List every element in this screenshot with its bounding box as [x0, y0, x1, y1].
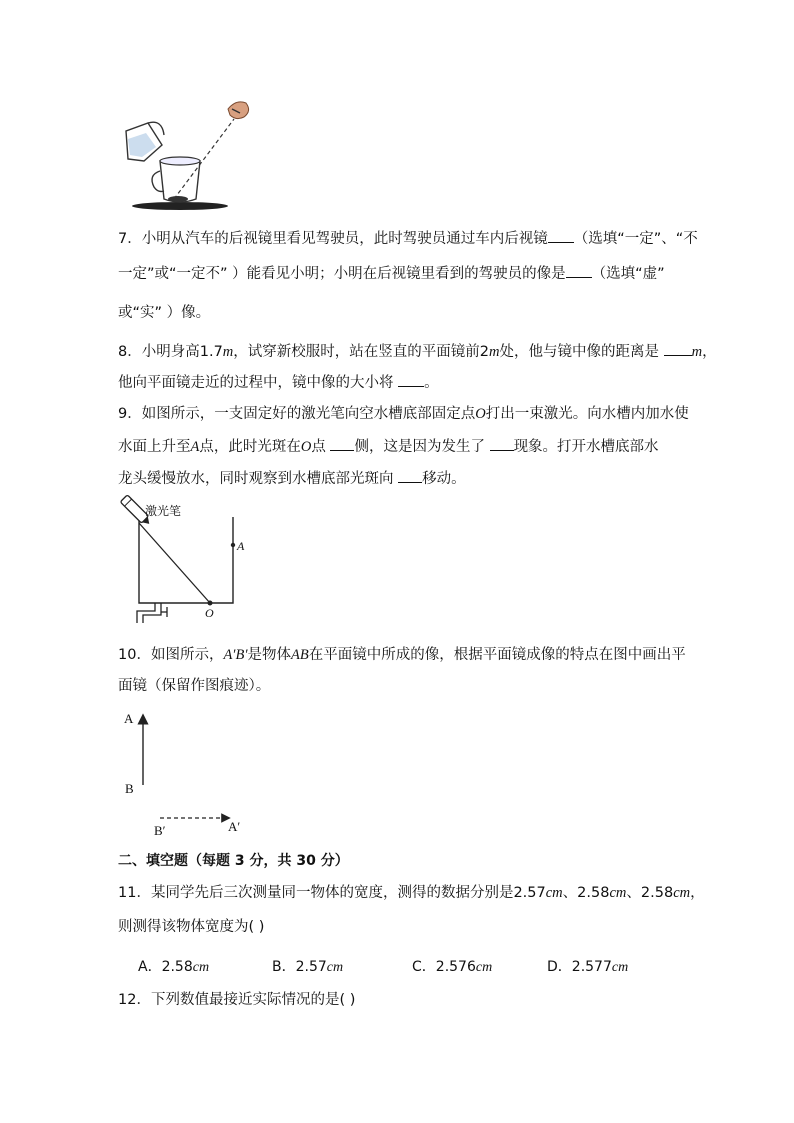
mirror-figure — [118, 705, 258, 840]
q9-line-1: 9．如图所示，一支固定好的激光笔向空水槽底部固定点O打出一束激光。向水槽内加水使 — [118, 406, 689, 422]
tank-wall — [139, 517, 233, 603]
q11-line-1: 11．某同学先后三次测量同一物体的宽度，测得的数据分别是2.57cm、2.58cm、2.58cm， — [118, 885, 705, 901]
label-b-prime: B′ — [154, 823, 166, 838]
q8-line-1: 8．小明身高1.7m，试穿新校服时，站在竖直的平面镜前2m处，他与镜中像的距离是 m， — [118, 341, 717, 362]
label-a-prime: A′ — [228, 819, 241, 834]
q9-line-2: 水面上升至A点，此时光斑在O点 侧，这是因为发生了 现象。打开水槽底部水 — [118, 436, 659, 457]
q11-option-b[interactable]: B．2.57cm — [272, 959, 344, 975]
label-a: A — [124, 711, 134, 726]
q8-line-2: 他向平面镜走近的过程中，镜中像的大小将 。 — [118, 372, 439, 393]
point-a-label: A — [237, 539, 245, 553]
point-o — [208, 601, 213, 606]
q9-blank-2[interactable] — [490, 436, 514, 451]
q7-line-3: 或“实” ）像。 — [118, 305, 211, 321]
label-b: B — [125, 781, 134, 796]
cup-figure — [118, 95, 258, 215]
laser-beam — [139, 523, 210, 603]
q7-line-2: 一定”或“一定不” ）能看见小明；小明在后视镜里看到的驾驶员的像是 （选填“虚” — [118, 263, 665, 284]
q11-option-d[interactable]: D．2.577cm — [547, 959, 629, 975]
saucer — [132, 202, 228, 210]
q9-blank-1[interactable] — [330, 436, 354, 451]
laser-tank-figure — [115, 495, 255, 625]
laser-pen-label: 激光笔 — [145, 504, 182, 518]
q7-blank-2[interactable] — [566, 263, 592, 278]
q7-blank-1[interactable] — [548, 228, 574, 243]
q11-option-a[interactable]: A．2.58cm — [138, 959, 210, 975]
point-o-label: O — [205, 606, 214, 620]
q11-option-c[interactable]: C．2.576cm — [412, 959, 493, 975]
section-2-title: 二、填空题（每题 3 分，共 30 分） — [118, 853, 349, 869]
cup — [160, 161, 200, 202]
q7-line-1: 7．小明从汽车的后视镜里看见驾驶员，此时驾驶员通过车内后视镜 （选填“一定”、“不 — [118, 228, 698, 249]
q11-line-2: 则测得该物体宽度为( ) — [118, 919, 265, 935]
q9-blank-3[interactable] — [398, 468, 422, 483]
q10-line-1: 10．如图所示，A′B′是物体AB在平面镜中所成的像，根据平面镜成像的特点在图中画出平 — [118, 647, 686, 663]
eye-icon — [228, 102, 249, 119]
q12-line: 12．下列数值最接近实际情况的是( ) — [118, 992, 356, 1008]
q8-blank-2[interactable] — [398, 372, 424, 387]
point-a — [231, 543, 235, 547]
q8-blank-1[interactable] — [664, 341, 692, 356]
q10-line-2: 面镜（保留作图痕迹）。 — [118, 678, 271, 694]
drain-pipe — [137, 603, 155, 623]
q9-line-3: 龙头缓慢放水，同时观察到水槽底部光斑向 移动。 — [118, 468, 466, 489]
